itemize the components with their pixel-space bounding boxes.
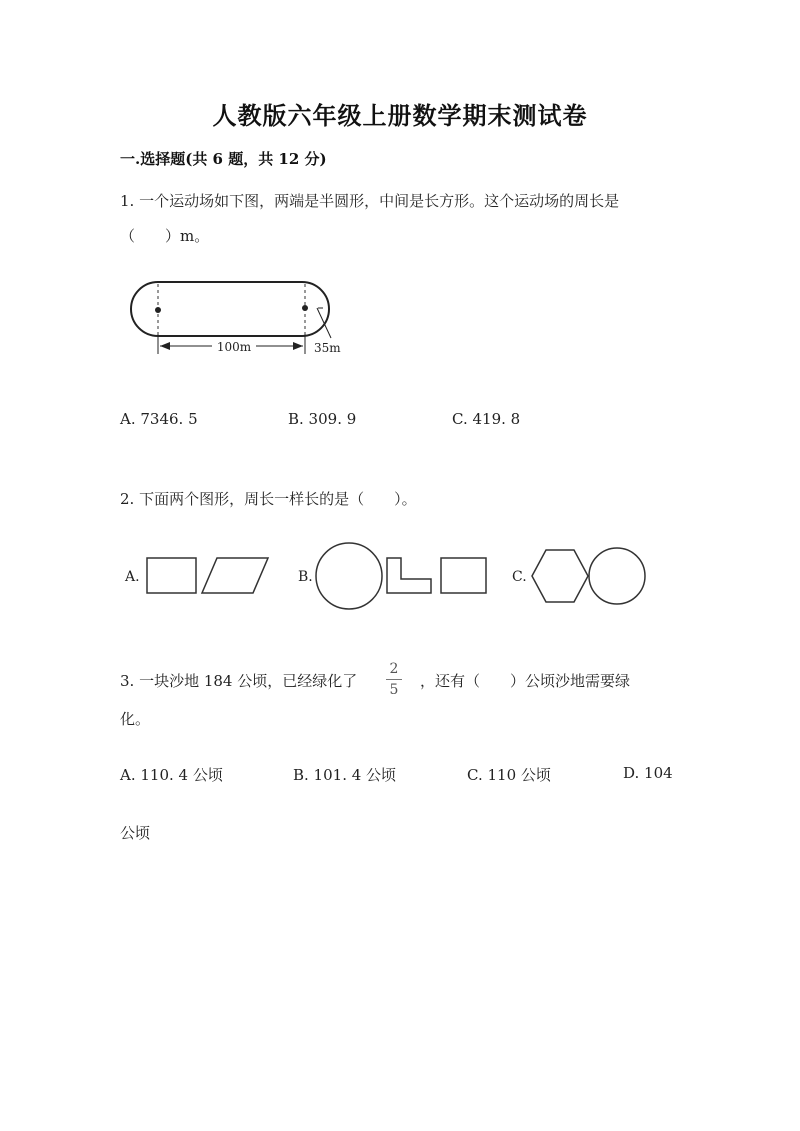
fraction-denominator: 5 [389,682,399,698]
square-shape [147,558,196,593]
q2-option-a-label[interactable]: A. [125,569,140,585]
q2-option-b-figure [310,540,490,612]
fraction-bar [386,679,402,680]
q2-option-c-figure [528,545,653,607]
section-heading: 一.选择题(共 6 题，共 12 分) [120,150,327,168]
q2-option-c-label[interactable]: C. [512,569,527,585]
q3-option-d-unit: 公顷 [120,824,151,842]
q2-option-a-figure [140,550,280,600]
q3-option-b[interactable]: B. 101. 4 公顷 [293,766,397,784]
q3-option-a[interactable]: A. 110. 4 公顷 [120,766,223,784]
question-1-blank: （ ）m。 [120,227,210,245]
question-3-text-c: 化。 [120,710,151,728]
circle-shape [316,543,382,609]
parallelogram-shape [202,558,268,593]
q2-option-b-label[interactable]: B. [298,569,313,585]
q3-option-d[interactable]: D. 104 [623,764,673,782]
fraction-numerator: 2 [389,661,399,677]
l-shape [387,558,431,593]
q1-option-a[interactable]: A. 7346. 5 [120,410,198,428]
page-title: 人教版六年级上册数学期末测试卷 [212,101,588,130]
track-length-label: 100m [216,340,252,354]
question-3-text-a: 3. 一块沙地 184 公顷，已经绿化了 [120,672,358,690]
hexagon-shape [532,550,588,602]
question-3-text-b: ，还有（ ）公顷沙地需要绿 [420,672,631,690]
track-figure [120,270,360,365]
circle-shape-c [589,548,645,604]
track-radius-label: 35m [314,341,341,355]
rectangle-shape [441,558,486,593]
q1-option-c[interactable]: C. 419. 8 [452,410,521,428]
q1-option-b[interactable]: B. 309. 9 [288,410,357,428]
track-dim-arrow-right [293,342,303,350]
question-1-text: 1. 一个运动场如下图，两端是半圆形，中间是长方形。这个运动场的周长是 [120,192,620,210]
q3-option-c[interactable]: C. 110 公顷 [467,766,551,784]
track-center-right [302,305,308,311]
question-2-text: 2. 下面两个图形，周长一样长的是（ ）。 [120,490,417,508]
track-dim-arrow-left [160,342,170,350]
track-center-left [155,307,161,313]
fraction [383,660,405,699]
